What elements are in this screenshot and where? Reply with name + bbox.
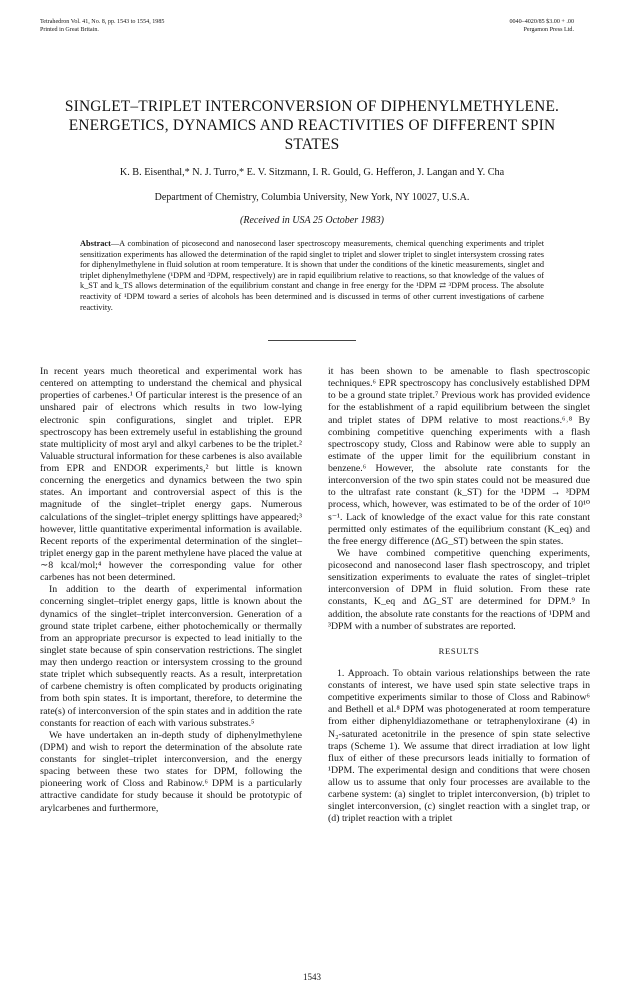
- received-date: (Received in USA 25 October 1983): [240, 215, 384, 226]
- price-code: 0040–4020/85 $3.00 + .00: [509, 19, 574, 25]
- abstract-text: —A combination of picosecond and nanosecond laser spectroscopy measurements, chemical quenching experiments and triplet sensitization experiments has allowed the determination of the rapid singlet to triplet and slower triplet to singlet intersystem crossing rates for diphenylmethylene in fluid solution at room temperature. It is shown that under the conditions of the kinetic measurements, singlet and triplet diphenylmethylene (¹DPM and ³DPM, respectively) are in rapid equilibrium relative to reactions, so that knowledge of the values of k_ST and k_TS allows determination of the equilibrium constant and change in free energy for the ¹DPM ⇄ ³DPM process. The absolute reactivity of ¹DPM toward a series of alcohols has been determined and is discussed in terms of other current investigations of carbene reactivity.: [80, 239, 544, 312]
- body-column-right: [328, 366, 590, 826]
- abstract: [80, 239, 544, 313]
- printed-location: Printed in Great Britain.: [40, 27, 99, 33]
- journal-citation: Tetrahedron Vol. 41, No. 8, pp. 1543 to 1554, 1985: [40, 19, 165, 25]
- body-paragraph: In addition to the dearth of experimental information concerning singlet–triplet energy gaps, little is known about the dynamics of the singlet–triplet interconversion. Generation of a ground state triplet carbene, either photochemically or thermally from an appropriate precursor is expected to lead initially to the singlet state because of spin conservation restrictions. The singlet may then undergo reaction or intersystem crossing to the ground state triplet which subsequently reacts. As a result, interpretation of carbene chemistry is often complicated by products originating from both spin states. It is important, therefore, to determine the rate(s) of interconversion of the spin states and in addition the rate constants for reaction of each with various substrates.⁵: [40, 584, 302, 729]
- body-paragraph: We have combined competitive quenching experiments, picosecond and nanosecond laser flash spectroscopy, and triplet sensitization experiments to evaluate the rates of singlet–triplet interconversion of DPM in fluid solution. From these rate constants, K_eq and ΔG_ST are determined for DPM.⁹ In addition, the absolute rate constants for the reactions of ¹DPM and ³DPM with a number of substrates are reported.: [328, 547, 590, 632]
- running-header-left: [40, 18, 164, 34]
- affiliation: Department of Chemistry, Columbia University, New York, NY 10027, U.S.A.: [154, 192, 470, 203]
- results-heading: RESULTS: [438, 645, 480, 656]
- running-header-right: [509, 18, 574, 34]
- author-list: K. B. Eisenthal,* N. J. Turro,* E. V. Sitzmann, I. R. Gould, G. Hefferon, J. Langan and Y. Cha: [119, 167, 505, 178]
- body-column-left: [40, 366, 302, 815]
- body-paragraph: 1. Approach. To obtain various relationships between the rate constants of interest, we have used spin state selective traps in competitive experiments similar to those of Closs and Rabinow⁶ and Bethell et al.⁸ DPM was photogenerated at room temperature from either diphenyldiazomethane or tetraphenyloxirane (4) in N₂-saturated acetonitrile in the presence of spin state selective traps (Scheme 1). We assume that direct irradiation at low light flux of either of these precursors leads initially to formation of ¹DPM. The experimental design and conditions that were chosen allow us to assume that only four processes are available to the carbene system: (a) singlet to triplet interconversion, (b) triplet to singlet interconversion, (c) singlet reaction with a singlet trap, or (d) triplet reaction with a triplet: [328, 667, 590, 825]
- article-title: SINGLET–TRIPLET INTERCONVERSION OF DIPHENYLMETHYLENE. ENERGETICS, DYNAMICS AND REACTIVITIES OF DIFFERENT SPIN STATES: [64, 98, 560, 153]
- publisher: Pergamon Press Ltd.: [523, 27, 574, 33]
- body-paragraph: In recent years much theoretical and experimental work has centered on attempting to understand the chemical and physical properties of carbenes.¹ Of particular interest is the presence of an unshared pair of electrons which results in two low-lying electronic spin configurations, singlet and triplet. EPR spectroscopy has been extremely useful in establishing the ground state multiplicity of most aryl and alkyl carbenes to be the triplet.² Valuable structural information for these carbenes is also available from EPR and ENDOR experiments,² but little is known concerning the energetics and dynamics between the two spin states. An important and controversial aspect of this is the magnitude of the singlet–triplet energy gaps. Numerous calculations of the singlet–triplet energy splittings have appeared;³ however, little quantitative experimental information is available. Recent reports of the experimental determination of the singlet–triplet energy gap in the parent methylene have placed the value at ∼8 kcal/mol;⁴ however the corresponding value for other carbenes has not been determined.: [40, 366, 302, 584]
- body-paragraph: it has been shown to be amenable to flash spectroscopic techniques.⁶ EPR spectroscopy has conclusively established DPM to be a ground state triplet.⁷ Previous work has provided evidence for the establishment of a rapid equilibrium between the singlet and triplet states of DPM relative to most reactions.⁶˒⁸ By combining competitive quenching experiments with a flash spectroscopy study, Closs and Rabinow were able to supply an estimate of the upper limit for the equilibrium constant in benzene.⁶ However, the absolute rate constants for the interconversion of the two spin states could not be measured due to the ultrafast rate constant (k_ST) for the ¹DPM → ³DPM process, which, however, was estimated to be of the order of 10¹⁰ s⁻¹. Lack of knowledge of the exact value for this rate constant permitted only estimates of the equilibrium constant (K_eq) and the free energy difference (ΔG_ST) between the spin states.: [328, 366, 590, 547]
- body-paragraph: We have undertaken an in-depth study of diphenylmethylene (DPM) and wish to report the determination of the absolute rate constants for singlet–triplet interconversion, and the energy spacing between these two states for DPM, following the pioneering work of Closs and Rabinow.⁶ DPM is a particularly attractive candidate for study because it should be prototypic of arylcarbenes and furthermore,: [40, 729, 302, 814]
- section-divider: [268, 340, 356, 341]
- page-number: 1543: [303, 972, 321, 982]
- abstract-label: Abstract: [80, 239, 111, 248]
